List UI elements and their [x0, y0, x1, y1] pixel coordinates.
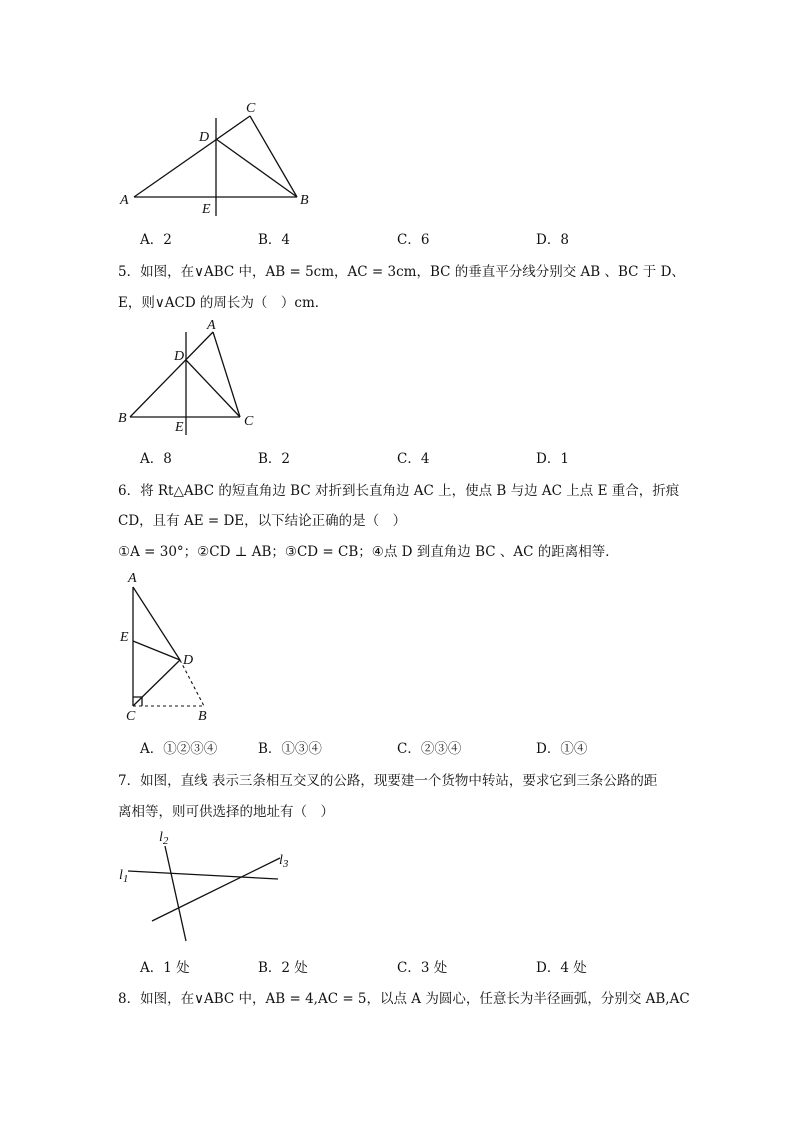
question-7-line2: 离相等，则可供选择的地址有（ ）	[118, 804, 334, 820]
label-D: D	[174, 349, 185, 364]
label-B: B	[118, 411, 127, 426]
q7-option-b: B．2 处	[258, 960, 308, 976]
label-l2: $l_2$	[159, 830, 169, 847]
question-6-line2: CD，且有 AE = DE，以下结论正确的是（ ）	[118, 513, 407, 529]
q4-option-b: B．4	[258, 232, 291, 248]
q7-option-a: A．1 处	[140, 960, 190, 976]
q4-option-c: C．6	[397, 232, 430, 248]
label-E: E	[120, 630, 129, 645]
q7-option-d: D．4 处	[536, 960, 587, 976]
label-B: B	[300, 193, 309, 208]
question-6-line1: 6．将 Rt△ABC 的短直角边 BC 对折到长直角边 AC 上，使点 B 与边 AC 上点 E 重合，折痕	[118, 483, 680, 499]
label-A: A	[120, 193, 129, 208]
q5-option-c: C．4	[397, 451, 430, 467]
q6-option-c: C．②③④	[397, 741, 462, 757]
question-6-line3: ①A = 30°；②CD ⊥ AB；③CD = CB；④点 D 到直角边 BC 、AC 的距离相等．	[118, 544, 619, 560]
label-A: A	[207, 318, 216, 333]
question-8-line1: 8．如图，在∨ABC 中，AB = 4,AC = 5，以点 A 为圆心，任意长为半径画弧，分别交 AB,AC	[118, 991, 690, 1007]
q7-option-c: C．3 处	[397, 960, 448, 976]
label-C: C	[244, 414, 254, 429]
question-7-line1: 7．如图，直线 表示三条相互交叉的公路，现要建一个货物中转站，要求它到三条公路的距	[118, 773, 658, 789]
label-E: E	[175, 420, 184, 435]
q6-option-b: B．①③④	[258, 741, 322, 757]
question-5-line2: E，则∨ACD 的周长为（ ）cm．	[118, 295, 329, 311]
label-C: C	[126, 709, 136, 724]
label-A: A	[128, 571, 137, 586]
q4-option-a: A．2	[140, 232, 172, 248]
q6-option-d: D．①④	[536, 741, 588, 757]
label-l1: $l_1$	[119, 868, 129, 885]
label-D: D	[199, 130, 210, 145]
label-C: C	[246, 101, 256, 116]
q5-option-d: D．1	[536, 451, 569, 467]
question-5-line1: 5．如图，在∨ABC 中，AB = 5cm，AC = 3cm，BC 的垂直平分线分别交 AB 、BC 于 D、	[118, 264, 685, 280]
q6-option-a: A．①②③④	[140, 741, 218, 757]
q5-option-b: B．2	[258, 451, 291, 467]
label-E: E	[202, 202, 211, 217]
label-l3: $l_3$	[279, 853, 289, 870]
label-D: D	[183, 653, 194, 668]
label-B: B	[198, 709, 207, 724]
q4-option-d: D．8	[536, 232, 569, 248]
q5-option-a: A．8	[140, 451, 172, 467]
